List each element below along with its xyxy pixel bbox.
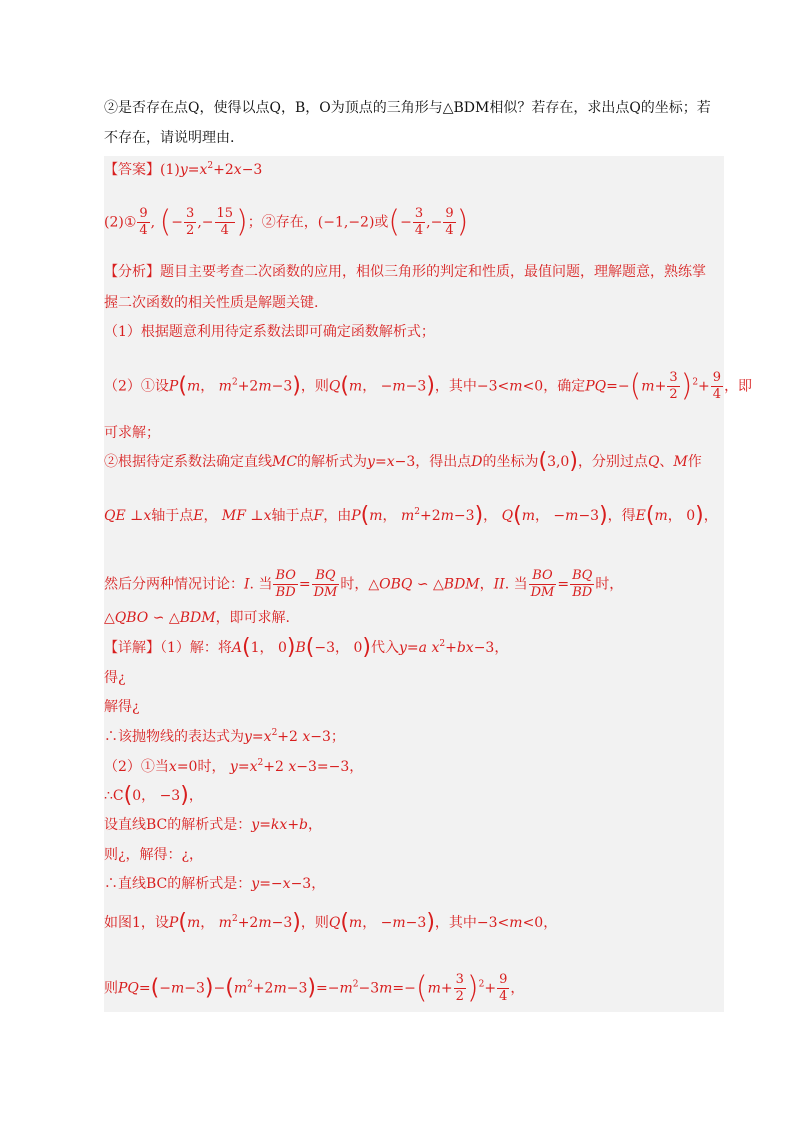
detail-line-10: 如图1，设P(m， $m^2+2m-3$)，则Q(m， −m−3)，其中−3<m<0， (104, 910, 558, 935)
detail-line-9: ∴直线BC的解析式是：y=−x−3， (104, 876, 326, 892)
detail-line-4: ∴该抛物线的表达式为$y=x^2+2$ x−3； (104, 728, 345, 745)
question-line-2: 不存在，请说明理由. (104, 130, 235, 146)
detail-line-7: 设直线BC的解析式是：y=kx+b， (104, 817, 323, 833)
detail-line-1: 【详解】（1）解：将A(1， 0)B(−3， 0)代入y=a $x^2+bx-3$， (104, 635, 509, 660)
detail-line-6: ∴C(0， −3)， (104, 783, 203, 808)
analysis-line-8: 然后分两种情况讨论：I. 当 $\frac{BO}{BD}$ = $\frac{BQ}{DM}$ 时，△OBQ ∽ △BDM，II. 当 $\frac{BO}{DM}$ = $\frac{BQ}{BD}$ 时， (104, 568, 624, 600)
analysis-line-3: （1）根据题意利用待定系数法即可确定函数解析式； (104, 324, 435, 340)
analysis-line-5: 可求解； (104, 425, 160, 441)
analysis-line-4: （2）①设P(m， $m^2+2m-3$)，则Q(m， −m−3)，其中−3<m<0，确定PQ=−(m+ $\frac{3}{2}$ )$^2$+ $\frac{9}{4}$ ，即 (104, 368, 753, 404)
detail-line-11: 则$PQ=(-m-3)-(m^2+2m-3)=-m^2-3m=-(m+$ $\frac{3}{2}$ )$^2$+ $\frac{9}{4}$ ， (104, 970, 525, 1006)
analysis-line-9: △QBO ∽ △BDM，即可求解. (104, 610, 291, 626)
detail-line-8: 则¿，解得：¿， (104, 847, 204, 863)
detail-line-3: 解得¿ (104, 699, 140, 715)
answer-line-1: 【答案】$(1)y=x^2+2x-3$ (104, 161, 263, 178)
analysis-line-1: 【分析】题目主要考查二次函数的应用，相似三角形的判定和性质，最值问题，理解题意，熟练掌 (104, 264, 706, 280)
analysis-line-6: ②根据待定系数法确定直线MC的解析式为y=x−3，得出点D的坐标为(3,0)，分别过点Q、M作 (104, 449, 702, 474)
analysis-line-2: 握二次函数的相关性质是解题关键. (104, 295, 319, 311)
answer-line-2: (2)① $\frac{9}{4}$ , (− $\frac{3}{2}$ ,− $\frac{15}{4}$ )；②存在，(−1,−2)或(− $\frac{3}{4}$ ,− $\frac{9}{4}$ ) (104, 204, 469, 240)
detail-line-2: 得¿ (104, 670, 126, 686)
question-line-1: ②是否存在点Q，使得以点Q，B，O为顶点的三角形与△BDM相似？若存在，求出点Q的坐标；若 (104, 100, 711, 116)
analysis-line-7: QE ⊥x轴于点E， MF ⊥x轴于点F，由P(m， $m^2+2m-3$)， Q(m， −m−3)，得E(m， 0)， (104, 503, 718, 528)
detail-line-5: （2）①当x=0时， $y=x^2+2$ x−3=−3， (104, 758, 364, 775)
